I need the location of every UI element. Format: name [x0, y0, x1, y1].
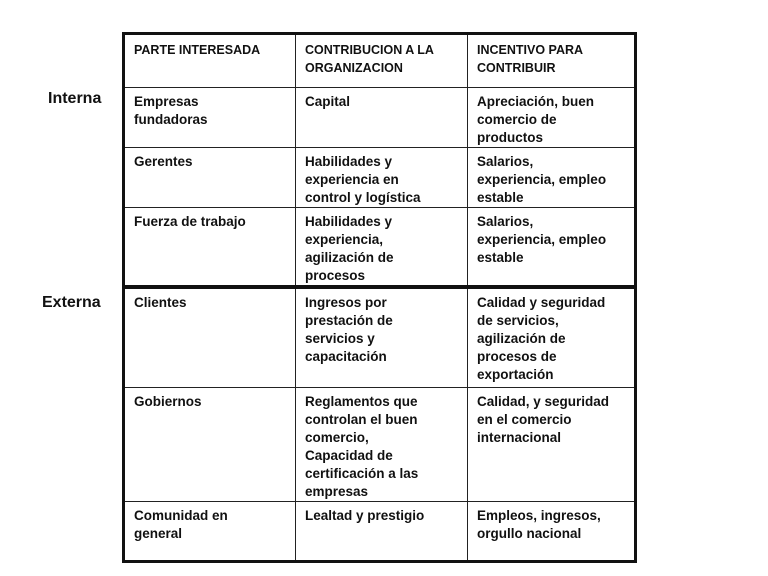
table-row [124, 288, 636, 388]
stakeholder-cell: Fuerza de trabajo [124, 208, 296, 287]
stakeholder-cell: Comunidad en general [124, 502, 296, 562]
table-row [124, 148, 636, 208]
internal-stakeholders-table [122, 32, 637, 288]
stakeholder-cell: Clientes [124, 288, 296, 388]
contribution-cell: Lealtad y prestigio [296, 502, 468, 562]
stakeholder-cell: Gobiernos [124, 388, 296, 502]
stakeholder-cell: Gerentes [124, 148, 296, 208]
stakeholder-cell: Empresas fundadoras [124, 88, 296, 148]
incentive-cell: Calidad y seguridad de servicios, agilización de procesos de exportación [468, 288, 636, 388]
contribution-cell: Habilidades y experiencia, agilización de procesos [296, 208, 468, 287]
incentive-cell: Salarios, experiencia, empleo estable [468, 148, 636, 208]
table-row [124, 88, 636, 148]
table-row [124, 208, 636, 287]
incentive-cell: Empleos, ingresos, orgullo nacional [468, 502, 636, 562]
incentive-cell: Salarios, experiencia, empleo estable [468, 208, 636, 287]
header-contribution: CONTRIBUCION A LA ORGANIZACION [296, 34, 468, 88]
contribution-cell: Ingresos por prestación de servicios y capacitación [296, 288, 468, 388]
header-stakeholder: PARTE INTERESADA [124, 34, 296, 88]
table-row [124, 502, 636, 562]
contribution-cell: Capital [296, 88, 468, 148]
group-label-internal: Interna [48, 90, 102, 107]
contribution-cell: Habilidades y experiencia en control y logística [296, 148, 468, 208]
contribution-cell: Reglamentos que controlan el buen comercio, Capacidad de certificación a las empresas [296, 388, 468, 502]
header-row [124, 34, 636, 88]
external-stakeholders-table [122, 286, 637, 563]
incentive-cell: Apreciación, buen comercio de productos [468, 88, 636, 148]
incentive-cell: Calidad, y seguridad en el comercio internacional [468, 388, 636, 502]
table-row [124, 388, 636, 502]
group-label-external: Externa [42, 294, 101, 311]
header-incentive: INCENTIVO PARA CONTRIBUIR [468, 34, 636, 88]
